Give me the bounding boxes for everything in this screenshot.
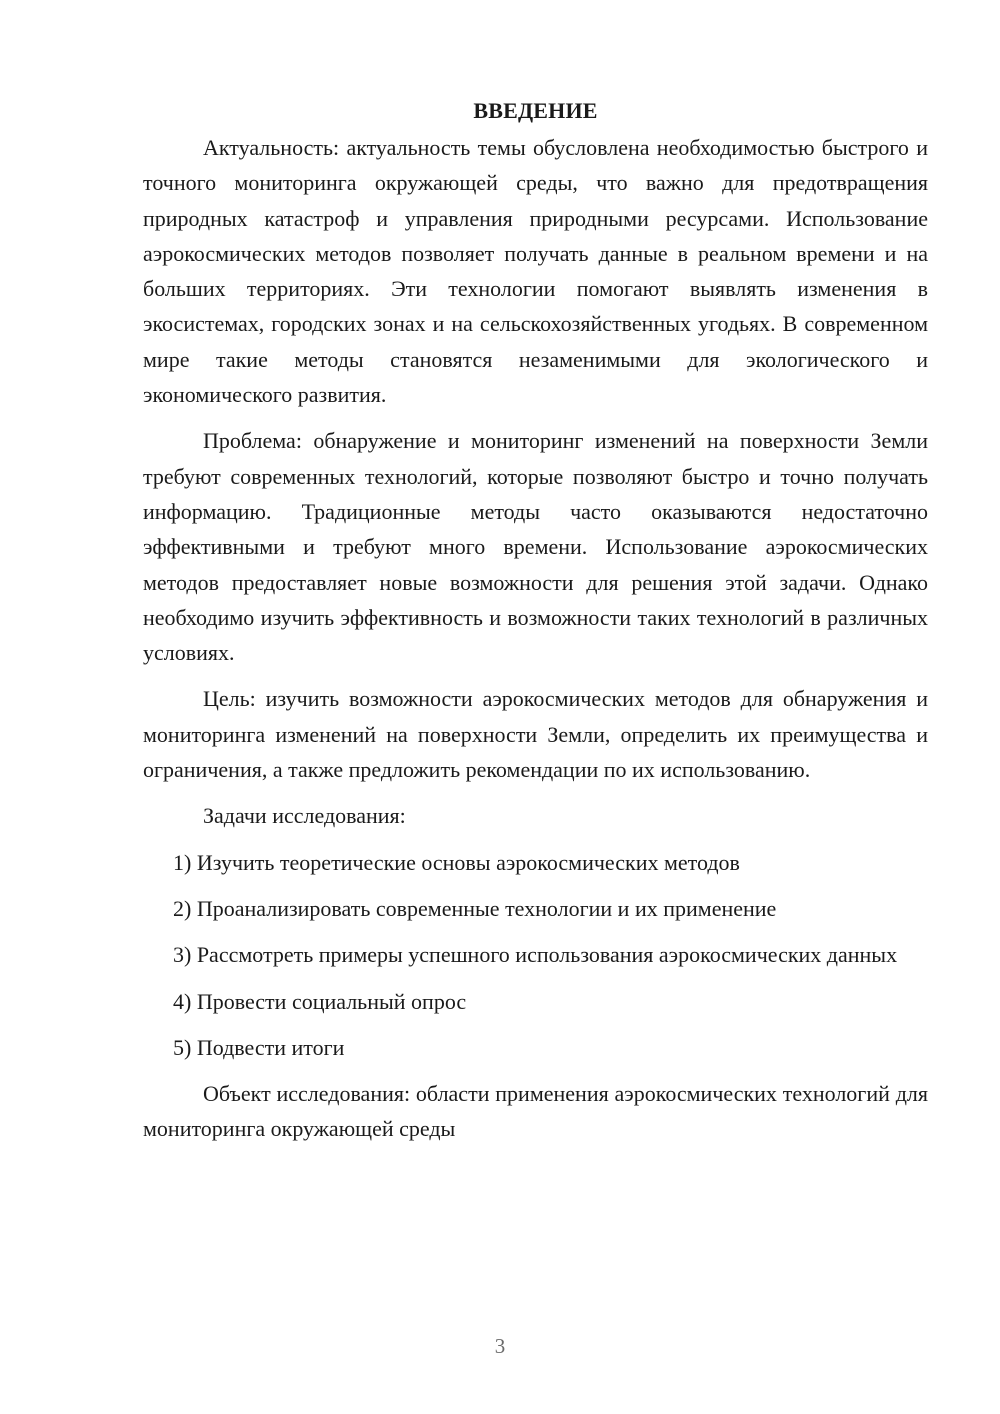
page-content <box>143 93 928 1147</box>
relevance-paragraph: Актуальность: актуальность темы обусловлена необходимостью быстрого и точного мониторинга окружающей среды, что важно для предотвращения природных катастроф и управления природными ресурсами. Использование аэрокосмических методов позволяет получать данные в реальном времени и на больших территориях. Эти технологии помогают выявлять изменения в экосистемах, городских зонах и на сельскохозяйственных угодьях. В современном мире такие методы становятся незаменимыми для экологического и экономического развития. <box>143 135 928 408</box>
tasks-heading: Задачи исследования: <box>203 803 406 829</box>
task-item: 3) Рассмотреть примеры успешного использования аэрокосмических данных <box>173 942 898 968</box>
goal-paragraph: Цель: изучить возможности аэрокосмических методов для обнаружения и мониторинга изменений на поверхности Земли, определить их преимущества и ограничения, а также предложить рекомендации по их использованию. <box>143 686 928 783</box>
task-item: 2) Проанализировать современные технологии и их применение <box>173 895 777 921</box>
section-heading: ВВЕДЕНИЕ <box>473 98 598 123</box>
page-number: 3 <box>494 1334 506 1358</box>
problem-paragraph: Проблема: обнаружение и мониторинг изменений на поверхности Земли требуют современных технологий, которые позволяют быстро и точно получать информацию. Традиционные методы часто оказываются недостаточно эффективными и требуют много времени. Использование аэрокосмических методов предоставляет новые возможности для решения этой задачи. Однако необходимо изучить эффективность и возможности таких технологий в различных условиях. <box>143 428 928 666</box>
task-item: 1) Изучить теоретические основы аэрокосмических методов <box>173 849 740 875</box>
task-item: 4) Провести социальный опрос <box>173 988 467 1014</box>
task-item: 5) Подвести итоги <box>173 1034 345 1060</box>
object-paragraph: Объект исследования: области применения аэрокосмических технологий для мониторинга окружающей среды <box>143 1081 928 1142</box>
